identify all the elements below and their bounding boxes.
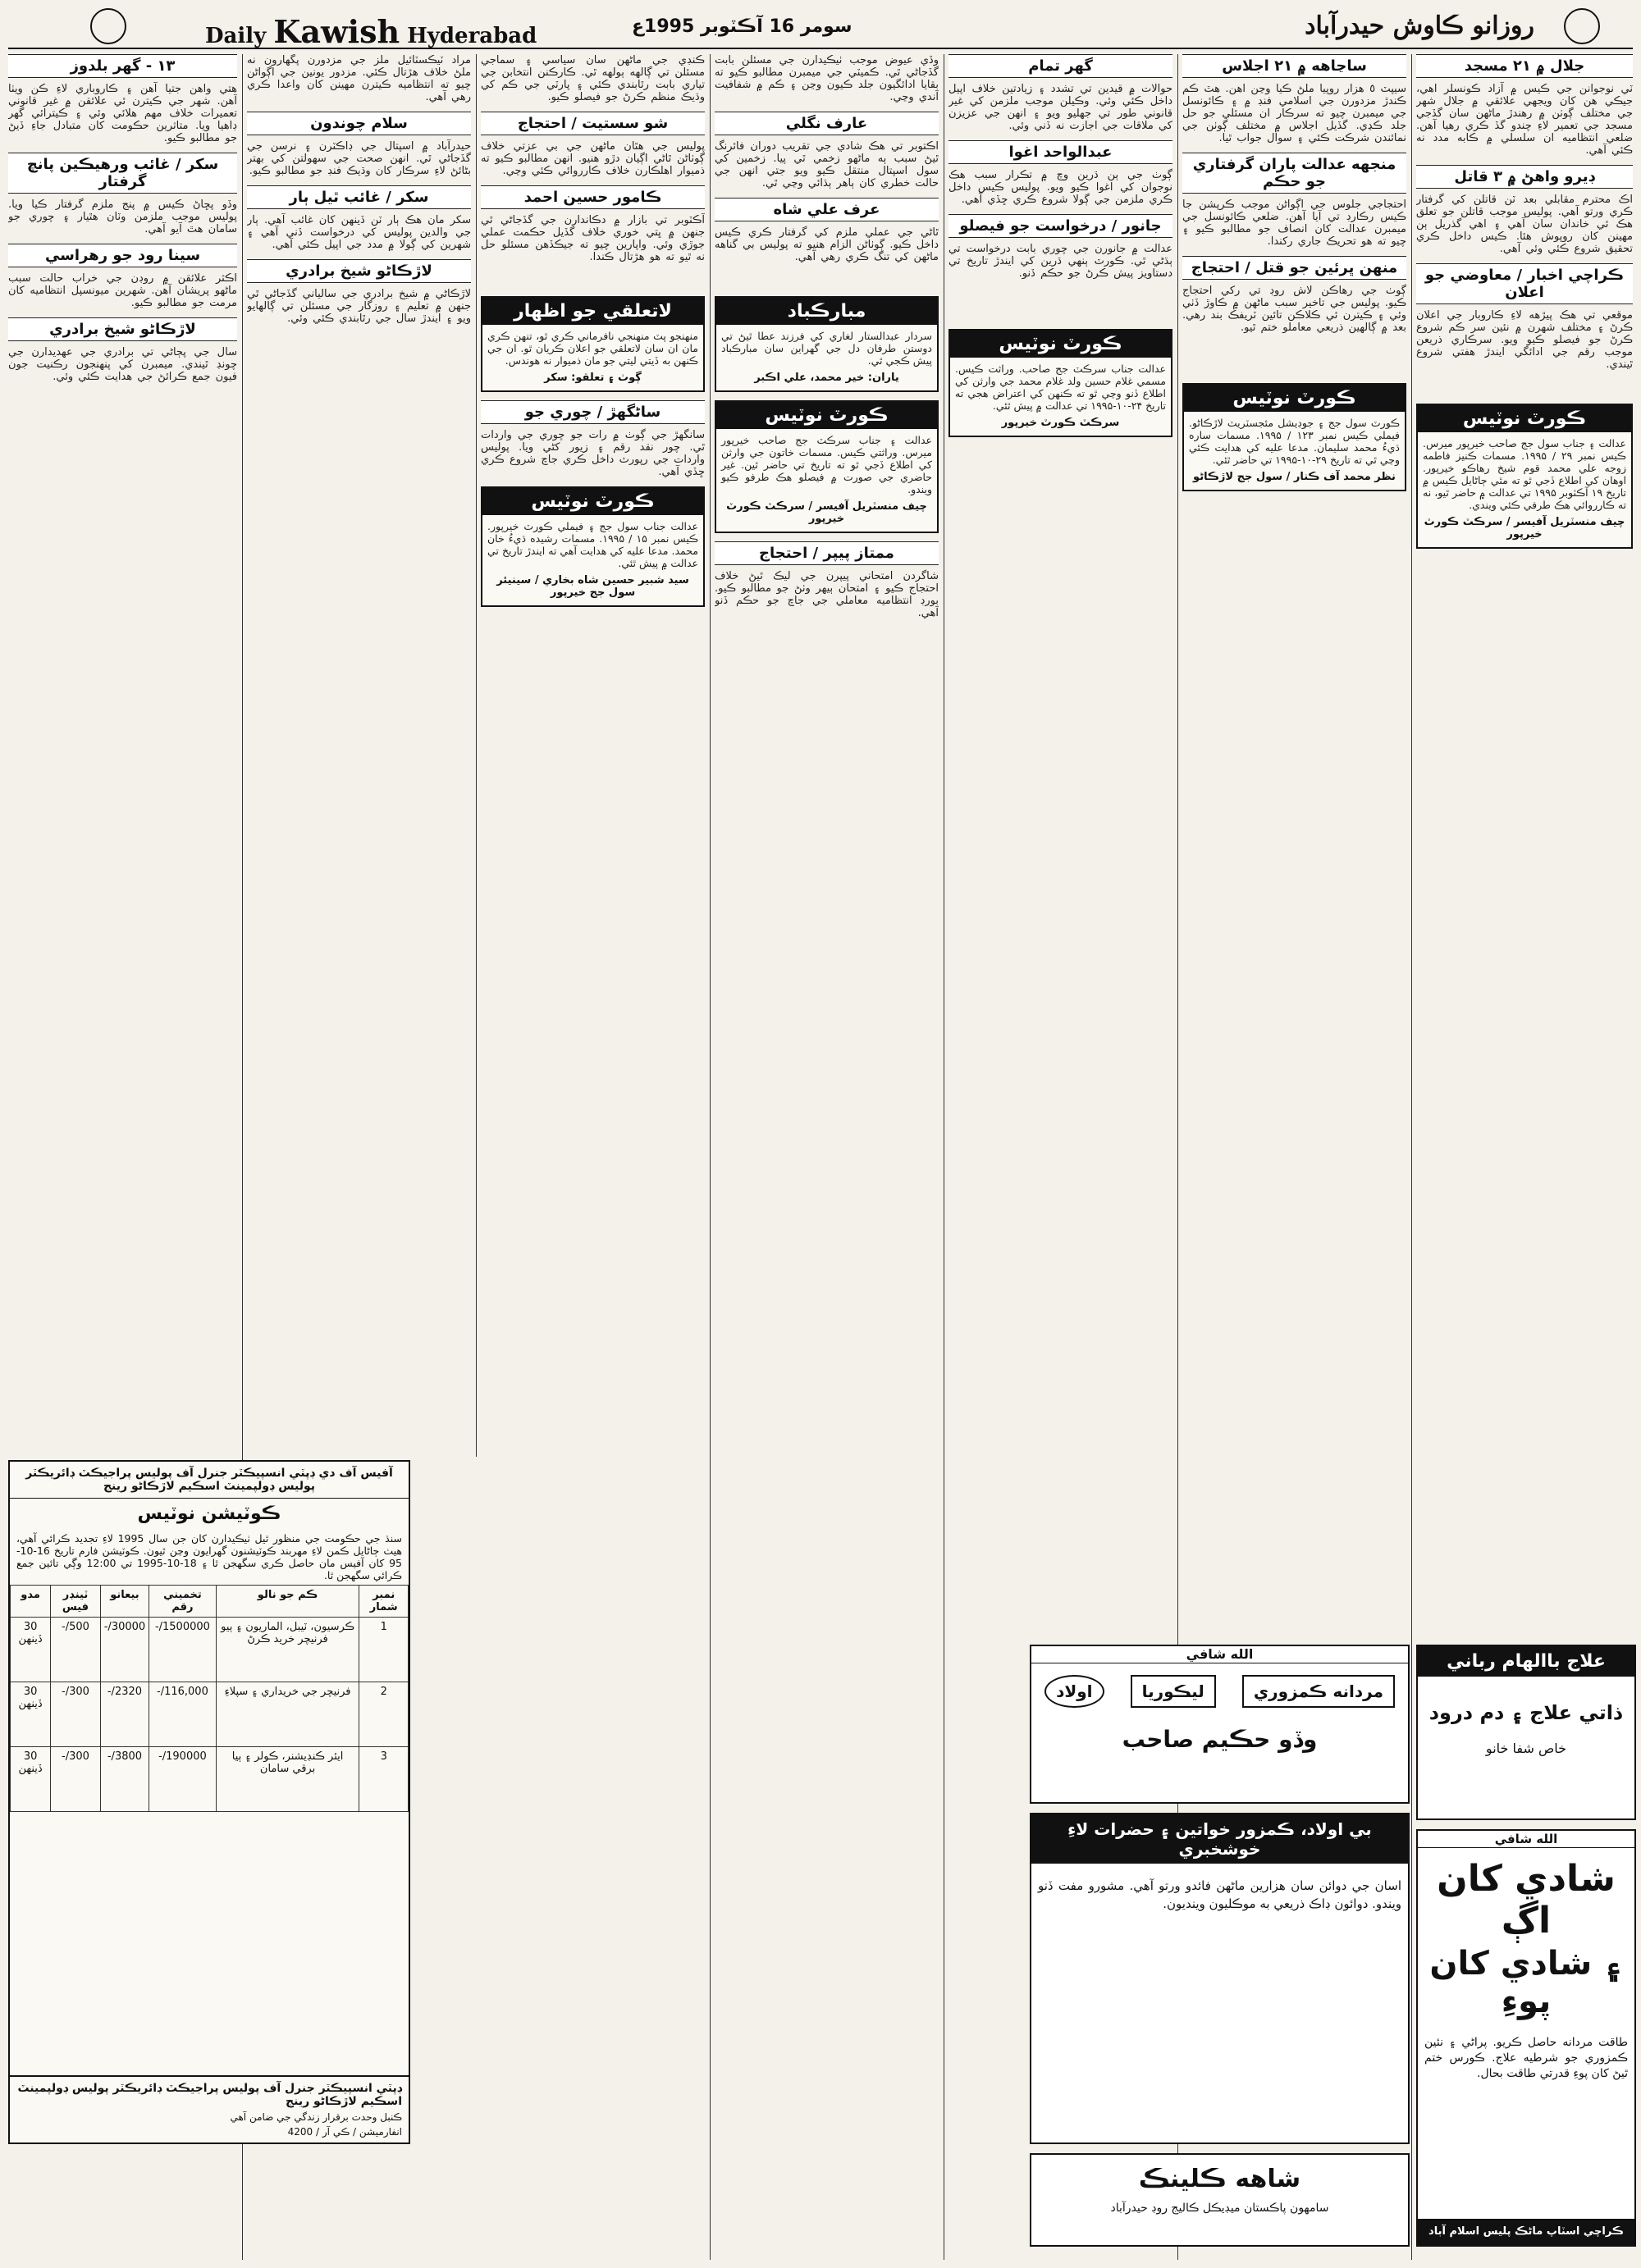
story-headline: گهر تمام <box>948 54 1172 78</box>
cell-fee: 300/- <box>51 1682 101 1747</box>
notice-heading: ڪورٽ نوٽيس <box>950 331 1171 358</box>
column-4 <box>715 54 939 2260</box>
story-body: اڪ محترم مقابلي بعد ٽن قاتلن کي گرفتار ڪري ورتو آهي. پوليس موجب قاتلن جو تعلق هڪ ئي خاندان سان آهي ۽ اهي گذريل ٻن مهينن کان روپوش هئا. ڪيس داخل ڪري تحقيق شروع ڪئي وئي آهي. <box>1416 194 1633 255</box>
column-7 <box>8 54 237 1449</box>
story-headline: سکر / غائب ٿيل ٻار <box>247 185 471 209</box>
title-prefix: Daily <box>205 24 274 48</box>
news-story <box>8 153 237 235</box>
story-headline: عرف علي شاه <box>715 198 939 221</box>
story-body: عدالت ۾ جانورن جي چوري بابت درخواست تي ٻڌڻي ٿي. ڪورٽ ٻنهي ڌرين کي ايندڙ تاريخ تي دستاويز پيش ڪرڻ جو حڪم ڏنو. <box>948 243 1172 280</box>
shah-clinic-ad <box>1030 2153 1410 2247</box>
news-story <box>948 214 1172 280</box>
cell-no: 2 <box>359 1682 409 1747</box>
ad-title: شادي کان اڳ <box>1437 1858 1616 1942</box>
news-story <box>247 185 471 251</box>
story-body: سکر مان هڪ ٻار ٽن ڏينهن کان غائب آهي. ٻار جي والدين پوليس کي درخواست ڏني آهي ۽ شهرين کي ڳولا ۾ مدد جي اپيل ڪئي آهي. <box>247 214 471 251</box>
news-story <box>715 112 939 189</box>
column-2 <box>1182 54 1406 1588</box>
tender-slogan: ڪنبل وحدت برقرار زندگي جي ضامن آهي <box>230 2111 402 2123</box>
masthead <box>8 8 1633 49</box>
story-headline: ۱۳ - گهر بلدوز <box>8 54 237 78</box>
ad-heading: علاج باالهام رباني <box>1418 1646 1634 1677</box>
column-header: ڪم جو نالو <box>216 1586 359 1618</box>
notice-signature: سرڪٽ ڪورٽ خيرپور <box>1001 417 1120 429</box>
tender-signatory: ڊپٽي انسپيڪٽر جنرل آف پوليس پراجيڪٽ ڊائريڪٽر پوليس ڊولپمينٽ اسڪيم لاڙڪاڻو رينج <box>17 2082 402 2108</box>
story-body: مراد ٽيڪسٽائيل ملز جي مزدورن پگهارون نه ملڻ خلاف هڙتال ڪئي. مزدور يونين جي اڳواڻن چيو ته انتظاميه ڪيترن مهينن کان واعدا ڪري رهي آهي. <box>247 54 471 103</box>
story-body: وڏي عيوض موجب ٺيڪيدارن جي مسئلن بابت گڏجاڻي ٿي. ڪميٽي جي ميمبرن مطالبو ڪيو ته بقايا ادائگيون جلد ڪيون وڃن ۽ ڪم ۾ شفافيت آندي وڃي. <box>715 54 939 103</box>
news-story <box>715 54 939 103</box>
greeting-notice <box>715 296 939 392</box>
story-body: موقعي تي هڪ پيڙهه لاءِ ڪاروبار جي اعلان ڪرڻ ۽ مختلف شهرن ۾ نئين سر ڪم شروع ڪرڻ جو فيصلو ڪيو ويو. سرڪاري ذريعن موجب رقم جي ادائگي ايندڙ هفتي شروع ٿيندي. <box>1416 309 1633 371</box>
story-headline: ڊيرو واهڻ ۾ ۳ قاتل <box>1416 165 1633 189</box>
story-headline: سلام چوندون <box>247 112 471 135</box>
table-row <box>11 1682 409 1747</box>
story-headline: جانور / درخواست جو فيصلو <box>948 214 1172 238</box>
column-5 <box>481 54 705 2260</box>
news-story <box>247 112 471 177</box>
story-body: پوليس جي هٿان ماڻهن جي بي عزتي خلاف ڳوٺاڻن ٿاڻي اڳيان دڙو هنيو. انهن مطالبو ڪيو ته ذميوار اهلڪارن خلاف ڪارروائي ڪئي وڃي. <box>481 140 705 177</box>
news-story <box>247 54 471 103</box>
story-headline: ساڃاهه ۾ ۲۱ اجلاس <box>1182 54 1406 78</box>
story-headline: عارف نگلي <box>715 112 939 135</box>
notice-body: سردار عبدالستار لغاري کي فرزند عطا ٿيڻ تي دوستن طرفان دل جي گهراين سان مبارڪباد پيش ڪجي ٿي. <box>721 330 932 367</box>
medical-ad <box>1416 1645 1636 1820</box>
ad-title: وڏو حڪيم صاحب <box>1122 1726 1318 1753</box>
glad-tidings-ad <box>1030 1813 1410 2144</box>
story-headline: سکر / غائب ورهيڪين پانچ گرفتار <box>8 153 237 194</box>
ad-footer: ڪراچي اسٽاپ ماڻڪ پليس اسلام آباد <box>1418 2219 1634 2245</box>
cell-no: 1 <box>359 1618 409 1682</box>
notice-body: عدالت ۽ جناب سرڪٽ جج صاحب خيرپور ميرس. وراثتي ڪيس. مسمات خاتون جي وارثن کي اطلاع ڏجي ٿو ته تاريخ تي حاضر ٿين. غير حاضري جي صورت ۾ فيصلو هڪ طرفو ڪيو ويندو. <box>721 434 932 495</box>
cell-period: 30 ڏينهن <box>11 1618 51 1682</box>
notice-body: عدالت جناب سول جج ۽ فيملي ڪورٽ خيرپور. ڪيس نمبر ۱۵ / ۱۹۹۵. مسمات رشيده ڌيءُ خان محمد. مدعا عليه کي هدايت آهي ته ايندڙ تاريخ تي عدالت ۾ پيش ٿئي. <box>487 520 698 569</box>
cell-cost: 1500000/- <box>149 1618 217 1682</box>
tender-body: سنڌ جي حڪومت جي منظور ٿيل ٺيڪيدارن کان جن سال 1995 لاءِ تجديد ڪرائي آهي، هيٺ ڄاڻايل ڪمن لاءِ مهربند ڪوٽيشنون گهرايون وڃن ٿيون. ڪوٽيشن فارم تاريخ 16-10-95 کان آفيس مان حاصل ڪري سگهجن ٿا ۽ 18-10-1995 تي 12:00 وڳي تائين جمع ڪرائي سگهجن ٿا. <box>16 1532 402 1581</box>
story-body: سيپٽ ٥ هزار روپيا ملڻ ڪيا وڃن اهن. هٿ ڪم ڪندڙ مزدورن جي اسلامي فنڊ ۾ ۽ ڪائونسل جي ميمبرن چيو ته سرڪار ان مسئلي جو حل جلد ڪڍي. گڏيل اجلاس ۾ مختلف ڳوٺن جي نمائندن شرڪت ڪئي ۽ سوال جواب ٿيا. <box>1182 83 1406 144</box>
ad-heading: الله شافي <box>1418 1831 1634 1848</box>
story-headline: لاڙڪاڻو شيخ برادري <box>247 259 471 283</box>
appeal-notice <box>948 329 1172 437</box>
news-story <box>481 400 705 478</box>
story-body: وڏو پڇاڻ ڪيس ۾ پنج ملزم گرفتار ڪيا ويا. پوليس موجب ملزمن وٽان هٿيار ۽ چوري جو سامان هٿ آيو آهي. <box>8 199 237 235</box>
story-body: اڪثر علائقن ۾ روڊن جي خراب حالت سبب ماڻهو پريشان آهن. شهرين ميونسپل انتظاميه کان مرمت جو مطالبو ڪيو. <box>8 272 237 309</box>
notice-signature: چيف منسٽريل آفيسر / سرڪٽ ڪورٽ خيرپور <box>1424 516 1625 541</box>
story-headline: ڪراچي اخبار / معاوضي جو اعلان <box>1416 263 1633 304</box>
story-body: حوالات ۾ قيدين تي تشدد ۽ زيادتين خلاف اپيل داخل ڪئي وئي. وڪيلن موجب ملزمن کي غير قانوني طور تي جهليو ويو ۽ انهن جي عزيزن کي ملاقات جي اجازت نه ڏني وئي. <box>948 83 1172 132</box>
cell-fee: 500/- <box>51 1618 101 1682</box>
news-story <box>8 54 237 144</box>
court-notice <box>1182 383 1406 491</box>
ad-box: اولاد <box>1044 1675 1104 1708</box>
notice-body: ڪورٽ سول جج ۽ جوڊيشل مئجسٽريٽ لاڙڪاڻو. فيملي ڪيس نمبر ۱۲۳ / ۱۹۹۵. مسمات ساره ڌيءُ محمد سليمان. مدعا عليه کي هدايت ڪئي وڃي ٿي ته تاريخ ۲۹-۱۰-۱۹۹۵ تي حاضر ٿئي. <box>1189 417 1401 466</box>
story-body: آڪٽوبر تي بازار ۾ دڪاندارن جي گڏجاڻي ٿي جنهن ۾ ڀتي خوري خلاف گڏيل حڪمت عملي جوڙي وئي. واپارين چيو ته جيڪڏهن مسئلو حل نه ٿيو ته هو هڙتال ڪندا. <box>481 214 705 263</box>
news-story <box>8 317 237 383</box>
wedding-ad <box>1416 1829 1636 2247</box>
tender-issuer: آفيس آف دي ڊپٽي انسپيڪٽر جنرل آف پوليس پراجيڪٽ ڊائريڪٽر پوليس ڊولپمينٽ اسڪيم لاڙڪاڻو رينج <box>10 1462 409 1499</box>
news-story <box>715 198 939 263</box>
cell-earnest: 2320/- <box>100 1682 149 1747</box>
story-body: احتجاجي جلوس جي اڳواڻن موجب ڪرپشن جا ڪيس رڪارڊ تي آيا آهن. ضلعي ڪائونسل جي ميمبرن عدالت کان انصاف جو مطالبو ڪيو ۽ چيو ته هو تحريڪ جاري رکندا. <box>1182 199 1406 248</box>
ad-body: اسان جي دوائن سان هزارين ماڻهن فائدو ورتو آهي. مشورو مفت ڏنو ويندو. دوائون ڊاڪ ذريعي به موڪليون وينديون. <box>1038 1878 1401 1911</box>
news-story <box>1416 165 1633 255</box>
story-headline: عبدالواحد اغوا <box>948 140 1172 164</box>
column-header: تخميني رقم <box>149 1586 217 1618</box>
news-story <box>8 244 237 309</box>
news-story <box>715 541 939 619</box>
ad-body: طاقت مردانه حاصل ڪريو. پراڻي ۽ نئين ڪمزوري جو شرطيه علاج. ڪورس ختم ٿيڻ کان پوءِ قدرتي طاقت بحال. <box>1424 2036 1628 2080</box>
police-quotation-notice <box>8 1460 410 2144</box>
notice-heading: ڪورٽ نوٽيس <box>482 488 703 515</box>
story-body: شاگردن امتحاني پيپرن جي ليڪ ٿيڻ خلاف احتجاج ڪيو ۽ امتحان ٻيهر وٺڻ جو مطالبو ڪيو. بورڊ انتظاميه معاملي جي جاچ جو حڪم ڏنو آهي. <box>715 570 939 619</box>
newspaper-page <box>8 8 1633 2260</box>
tender-footer <box>10 2075 409 2143</box>
news-story <box>247 259 471 325</box>
notice-heading: ڪورٽ نوٽيس <box>1184 385 1405 412</box>
news-story <box>948 140 1172 206</box>
notice-body: عدالت جناب سرڪٽ جج صاحب. وراثت ڪيس. مسمي غلام حسين ولد غلام محمد جي وارثن کي اطلاع ڏنو وڃي ٿو ته ڪنهن کي اعتراض هجي ته تاريخ ۲۴-۱۰-۱۹۹۵ تي عدالت ۾ پيش ٿئي. <box>955 363 1166 412</box>
ad-title: ۽ شادي کان پوءِ <box>1429 1945 1623 2020</box>
news-story <box>481 54 705 103</box>
notice-heading: ڪورٽ نوٽيس <box>716 402 937 429</box>
urdu-title: روزانو ڪاوش حيدرآباد <box>1305 11 1534 40</box>
news-story <box>1182 256 1406 334</box>
court-notice <box>715 400 939 533</box>
column-rule <box>1411 54 1412 2260</box>
story-body: ڪنڊي جي ماڻهن سان سياسي ۽ سماجي مسئلن تي ڳالهه ٻولهه ٿي. ڪارڪنن انتخابن جي تياري بابت رٿابندي ڪئي ۽ پارٽي جي ڪم کي وڌيڪ منظم ڪرڻ جو فيصلو ڪيو. <box>481 54 705 103</box>
column-1 <box>1416 54 1633 1629</box>
story-body: حيدرآباد ۾ اسپتال جي ڊاڪٽرن ۽ نرسن جي گڏجاڻي ٿي. انهن صحت جي سهولتن کي بهتر بڻائڻ لاءِ سرڪار کان وڌيڪ فنڊ جو مطالبو ڪيو. <box>247 140 471 177</box>
court-notice <box>481 486 705 607</box>
story-headline: سينا رود جو رهراسي <box>8 244 237 267</box>
ad-box: ليڪوريا <box>1131 1675 1216 1708</box>
ad-heading: بي اولاد، ڪمزور خواتين ۽ حضرات لاءِ خوشخبري <box>1031 1814 1408 1864</box>
cell-work: ڪرسيون، ٽيبل، الماريون ۽ ٻيو فرنيچر خريد ڪرڻ <box>216 1618 359 1682</box>
story-headline: منجهه عدالت پاران گرفتاري جو حڪم <box>1182 153 1406 194</box>
cell-period: 30 ڏينهن <box>11 1747 51 1812</box>
news-story <box>948 54 1172 132</box>
story-body: سال جي پڄاڻي تي برادري جي عهديدارن جي چونڊ ٿيندي. ميمبرن کي پنهنجون رڪنيت جون فيون جمع ڪرائڻ جي هدايت ڪئي وئي. <box>8 346 237 383</box>
story-body: ٽي نوجوانن جي ڪيس ۾ آزاد ڪونسلر اهي، جيڪي هن کان ويجهي علائقي ۾ جلال شهر جي مختلف ڳوٺن ۾ رهندڙ ماڻهن سان گڏجي مسجد جي تعمير لاءِ چندو گڏ ڪري رهيا آهن. ضلعي انتظاميه ان سلسلي ۾ ڪابه مدد نه ڪئي آهي. <box>1416 83 1633 157</box>
story-body: لاڙڪاڻي ۾ شيخ برادري جي سالياني گڏجاڻي ٿي جنهن ۾ تعليم ۽ روزگار جي مسئلن تي ڳالهايو ويو ۽ ايندڙ سال جي رٿابندي ڪئي وئي. <box>247 288 471 325</box>
column-header: بيعانو <box>100 1586 149 1618</box>
news-story <box>481 112 705 177</box>
news-story <box>1182 54 1406 144</box>
story-headline: جلال ۾ ۲۱ مسجد <box>1416 54 1633 78</box>
story-body: ڳوٺ جي رهاڪن لاش روڊ تي رکي احتجاج ڪيو. پوليس جي تاخير سبب ماڻهن ۾ ڪاوڙ ڏٺي وئي ۽ ڪيترن ئي ڪلاڪن تائين ٽريفڪ بند رهي. بعد ۾ ڳالهين ذريعي معاملو ختم ٿيو. <box>1182 285 1406 334</box>
tender-table <box>10 1585 409 1812</box>
notice-body: منهنجو پٽ منهنجي نافرماني ڪري ٿو، تنهن ڪري مان ان سان لاتعلقي جو اعلان ڪريان ٿو. ان جي ڪنهن به ڏيتي ليتي جو مان ذميوار نه هوندس. <box>487 330 698 367</box>
ad-line: خاص شفا خانو <box>1485 1741 1567 1756</box>
disownment-notice <box>481 296 705 392</box>
news-story <box>1416 54 1633 157</box>
story-headline: ساڻگهڙ / چوري جو <box>481 400 705 424</box>
title-city: Hyderabad <box>400 24 537 48</box>
story-body: سانگهڙ جي ڳوٺ ۾ رات جو چوري جي واردات ٿي. چور نقد رقم ۽ زيور کڻي ويا. پوليس واردات جي رپورٽ داخل ڪري جاچ شروع ڪري ڇڏي آهي. <box>481 429 705 478</box>
title-name: Kawish <box>273 13 400 50</box>
table-row <box>11 1747 409 1812</box>
table-header-row <box>11 1586 409 1618</box>
tender-ref: انفارميشن / ڪي آر / 4200 <box>287 2126 402 2138</box>
cell-earnest: 3800/- <box>100 1747 149 1812</box>
story-headline: ڪامور حسين احمد <box>481 185 705 209</box>
notice-heading: مبارڪباد <box>716 298 937 325</box>
story-headline: منهن ڀرئين جو قتل / احتجاج <box>1182 256 1406 280</box>
story-body: هتي واهن جتيا آهن ۽ ڪاروباري لاءِ ڪن ويٺا آهن. شهر جي ڪيترن ئي علائقن ۾ غير قانوني تعميرات خلاف مهم هلائي وئي ۽ ڪيترائي گهر ڊاهيا ويا. متاثرين حڪومت کان متبادل جاءِ ڏيڻ جو مطالبو ڪيو. <box>8 83 237 144</box>
notice-signature: ڳوٺ ۽ تعلقو: سکر <box>544 372 642 384</box>
ad-heading: الله شافي <box>1031 1646 1408 1663</box>
notice-signature: نظر محمد آف ڪنار / سول جج لاڙڪاڻو <box>1193 471 1396 483</box>
column-6 <box>247 54 471 1449</box>
column-header: نمبر شمار <box>359 1586 409 1618</box>
story-headline: شو سستيت / احتجاج <box>481 112 705 135</box>
column-header: مدو <box>11 1586 51 1618</box>
news-story <box>1182 153 1406 248</box>
story-headline: لاڙڪاڻو شيخ برادري <box>8 317 237 341</box>
clinic-ad <box>1030 1645 1410 1804</box>
court-notice <box>1416 404 1633 549</box>
news-story <box>1416 263 1633 371</box>
notice-signature: ياران: خير محمد، علي اڪبر <box>754 372 899 384</box>
table-row <box>11 1618 409 1682</box>
notice-signature: چيف منسٽريل آفيسر / سرڪٽ ڪورٽ خيرپور <box>726 500 927 525</box>
notice-body: عدالت ۽ جناب سول جج صاحب خيرپور ميرس. ڪيس نمبر ۲۹ / ۱۹۹۵. مسمات ڪنيز فاطمه زوجه علي محمد قوم شيخ رهاڪو خيرپور. اوهان کي اطلاع ڏجي ٿو ته مٿي ڄاڻايل ڪيس ۾ تاريخ ۱۹ آڪٽوبر ۱۹۹۵ تي عدالت ۾ حاضر ٿيو، نه ته ڪارروائي هڪ طرفي ڪئي ويندي. <box>1423 437 1626 511</box>
cell-period: 30 ڏينهن <box>11 1682 51 1747</box>
ad-body: سامهون پاڪستان ميڊيڪل ڪاليج روڊ حيدرآباد <box>1110 2202 1329 2215</box>
cell-no: 3 <box>359 1747 409 1812</box>
column-rule <box>476 54 477 1457</box>
cell-work: ايئر ڪنڊيشنر، ڪولر ۽ ٻيا برقي سامان <box>216 1747 359 1812</box>
masthead-ornament-left <box>90 8 126 44</box>
cell-cost: 190000/- <box>149 1747 217 1812</box>
story-body: اڪتوبر تي هڪ شادي جي تقريب دوران فائرنگ ٿيڻ سبب ٻه ماڻهو زخمي ٿي پيا. زخمين کي سول اسپتال منتقل ڪيو ويو جتي انهن جي حالت خطري کان ٻاهر ٻڌائي وڃي ٿي. <box>715 140 939 189</box>
tender-title: ڪوٽيشن نوٽيس <box>137 1504 281 1524</box>
notice-signature: سيد شبير حسين شاه بخاري / سينيئر سول جج خيرپور <box>496 574 689 599</box>
column-rule <box>710 54 711 2260</box>
story-body: ٿاڻي جي عملي ملزم کي گرفتار ڪري ڪيس داخل ڪيو. ڳوٺاڻن الزام هنيو ته پوليس بي گناهه ماڻهن کي تنگ ڪري رهي آهي. <box>715 226 939 263</box>
news-story <box>481 185 705 263</box>
cell-work: فرنيچر جي خريداري ۽ سپلاءِ <box>216 1682 359 1747</box>
story-body: ڳوٺ جي ٻن ڌرين وچ ۾ تڪرار سبب هڪ نوجوان کي اغوا ڪيو ويو. پوليس ڪيس داخل ڪري ملزمن جي ڳولا شروع ڪري ڇڏي آهي. <box>948 169 1172 206</box>
cell-cost: 116,000/- <box>149 1682 217 1747</box>
notice-heading: ڪورٽ نوٽيس <box>1418 405 1631 432</box>
cell-earnest: 30000/- <box>100 1618 149 1682</box>
story-headline: ممتاز پيپر / احتجاج <box>715 541 939 565</box>
column-3 <box>948 54 1172 1588</box>
notice-heading: لاتعلقي جو اظهار <box>482 298 703 325</box>
ad-line: ذاتي علاج ۽ دم درود <box>1428 1701 1624 1724</box>
cell-fee: 300/- <box>51 1747 101 1812</box>
masthead-ornament-right <box>1564 8 1600 44</box>
english-title <box>205 13 537 50</box>
column-header: ٽينڊر فيس <box>51 1586 101 1618</box>
ad-boxes <box>1031 1675 1408 1708</box>
date-line: سومر 16 آڪٽوبر 1995ع <box>632 16 852 37</box>
ad-title: شاهه ڪلينڪ <box>1138 2165 1301 2193</box>
ad-box: مردانه ڪمزوري <box>1242 1675 1395 1708</box>
